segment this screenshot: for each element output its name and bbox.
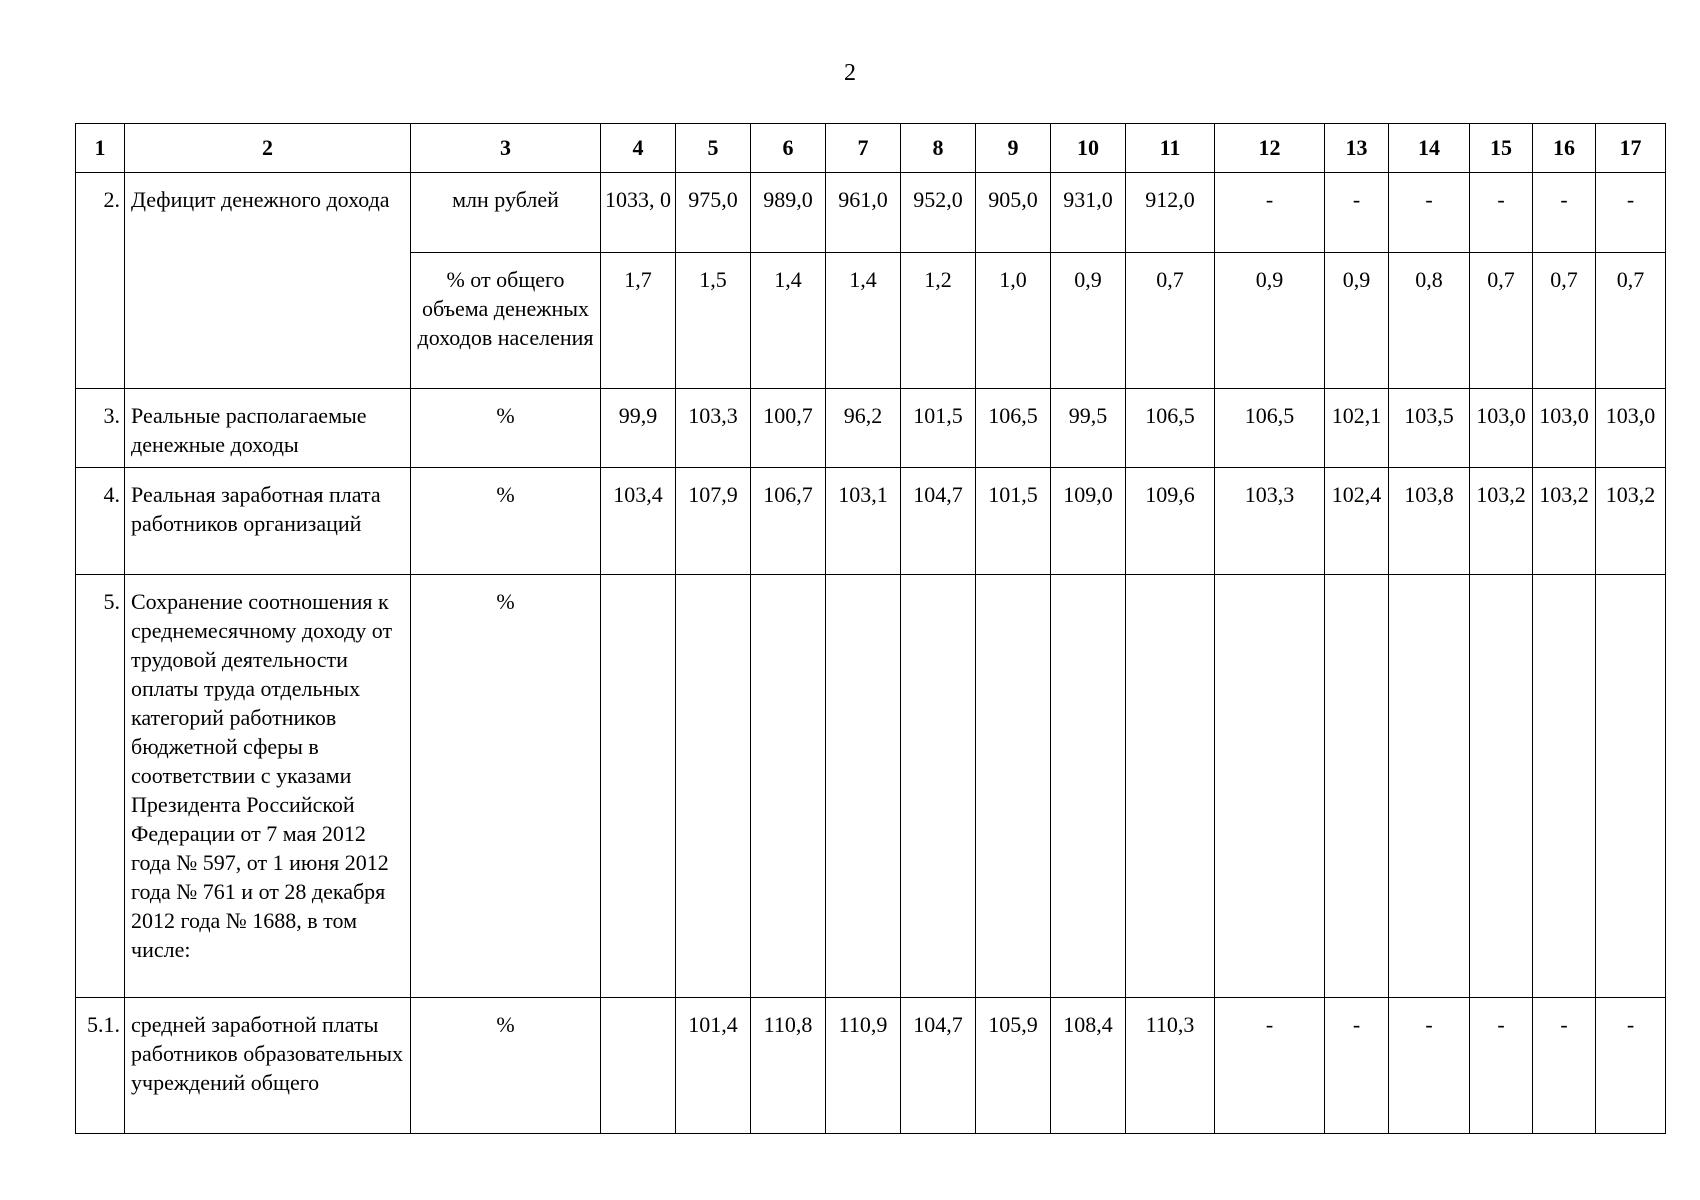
row-number: 2. <box>76 173 125 389</box>
value-cell: 101,5 <box>901 389 976 468</box>
table-row <box>76 575 1666 998</box>
value-cell <box>1470 575 1533 998</box>
indicator-name: Реальные располагаемые денежные доходы <box>125 389 411 468</box>
value-cell: - <box>1596 173 1666 253</box>
header-cell: 5 <box>676 124 751 173</box>
value-cell <box>1051 575 1126 998</box>
table-row <box>76 389 1666 468</box>
value-cell: 0,9 <box>1325 253 1389 389</box>
header-cell: 12 <box>1215 124 1325 173</box>
value-cell: 110,8 <box>751 998 826 1134</box>
table-row <box>76 468 1666 575</box>
value-cell: - <box>1389 173 1470 253</box>
value-cell: 1,0 <box>976 253 1051 389</box>
unit-cell: % от общего объема денежных доходов населения <box>411 253 601 389</box>
value-cell <box>601 575 676 998</box>
indicators-table <box>75 123 1666 1134</box>
unit-cell: % <box>411 998 601 1134</box>
unit-cell: млн рублей <box>411 173 601 253</box>
value-cell <box>601 998 676 1134</box>
row-number: 5.1. <box>76 998 125 1134</box>
value-cell: 1,7 <box>601 253 676 389</box>
value-cell: 103,1 <box>826 468 901 575</box>
value-cell: 0,8 <box>1389 253 1470 389</box>
table-row <box>76 998 1666 1134</box>
header-cell: 10 <box>1051 124 1126 173</box>
value-cell: 102,1 <box>1325 389 1389 468</box>
value-cell: 931,0 <box>1051 173 1126 253</box>
value-cell <box>826 575 901 998</box>
value-cell <box>1215 575 1325 998</box>
value-cell: 1,5 <box>676 253 751 389</box>
header-cell: 2 <box>125 124 411 173</box>
table-row <box>76 173 1666 253</box>
indicator-name: Сохранение соотношения к среднемесячному доходу от трудовой деятельности оплаты труда отдельных категорий работников бюджетной сферы в соответствии с указами Президента Российской Федерации от 7 мая 2012 года № 597, от 1 июня 2012 года № 761 и от 28 декабря 2012 года № 1688, в том числе: <box>125 575 411 998</box>
value-cell: 103,3 <box>1215 468 1325 575</box>
value-cell: 99,5 <box>1051 389 1126 468</box>
value-cell: 103,0 <box>1596 389 1666 468</box>
value-cell: 0,9 <box>1051 253 1126 389</box>
value-cell: - <box>1325 173 1389 253</box>
value-cell <box>1126 575 1215 998</box>
value-cell: 0,7 <box>1470 253 1533 389</box>
value-cell: - <box>1389 998 1470 1134</box>
value-cell: 1033, 0 <box>601 173 676 253</box>
value-cell: 101,5 <box>976 468 1051 575</box>
value-cell: 0,7 <box>1126 253 1215 389</box>
value-cell: 975,0 <box>676 173 751 253</box>
value-cell: 103,2 <box>1596 468 1666 575</box>
indicator-name: Дефицит денежного дохода <box>125 173 411 389</box>
header-cell: 17 <box>1596 124 1666 173</box>
unit-cell: % <box>411 389 601 468</box>
indicator-name: Реальная заработная плата работников организаций <box>125 468 411 575</box>
value-cell <box>1389 575 1470 998</box>
row-number: 3. <box>76 389 125 468</box>
header-cell: 3 <box>411 124 601 173</box>
value-cell: 989,0 <box>751 173 826 253</box>
value-cell: 103,5 <box>1389 389 1470 468</box>
value-cell: 103,0 <box>1533 389 1596 468</box>
value-cell <box>1533 575 1596 998</box>
value-cell: - <box>1215 998 1325 1134</box>
header-cell: 8 <box>901 124 976 173</box>
value-cell: 103,0 <box>1470 389 1533 468</box>
value-cell: 104,7 <box>901 998 976 1134</box>
header-cell: 7 <box>826 124 901 173</box>
value-cell: - <box>1596 998 1666 1134</box>
value-cell: - <box>1533 998 1596 1134</box>
row-number: 4. <box>76 468 125 575</box>
value-cell: - <box>1215 173 1325 253</box>
value-cell: 109,6 <box>1126 468 1215 575</box>
value-cell: 100,7 <box>751 389 826 468</box>
value-cell: 109,0 <box>1051 468 1126 575</box>
value-cell: 96,2 <box>826 389 901 468</box>
header-cell: 1 <box>76 124 125 173</box>
indicator-name: средней заработной платы работников образовательных учреждений общего <box>125 998 411 1134</box>
value-cell: 106,7 <box>751 468 826 575</box>
value-cell <box>1596 575 1666 998</box>
value-cell: 0,7 <box>1596 253 1666 389</box>
value-cell: 103,2 <box>1533 468 1596 575</box>
value-cell: 110,3 <box>1126 998 1215 1134</box>
value-cell: 103,2 <box>1470 468 1533 575</box>
value-cell <box>751 575 826 998</box>
value-cell: 103,8 <box>1389 468 1470 575</box>
value-cell: 99,9 <box>601 389 676 468</box>
header-cell: 13 <box>1325 124 1389 173</box>
value-cell: 103,3 <box>676 389 751 468</box>
header-cell: 6 <box>751 124 826 173</box>
value-cell <box>976 575 1051 998</box>
value-cell: 912,0 <box>1126 173 1215 253</box>
value-cell: - <box>1533 173 1596 253</box>
value-cell <box>1325 575 1389 998</box>
header-cell: 4 <box>601 124 676 173</box>
value-cell: 106,5 <box>1215 389 1325 468</box>
value-cell: - <box>1470 173 1533 253</box>
value-cell <box>676 575 751 998</box>
value-cell: 1,2 <box>901 253 976 389</box>
value-cell: 105,9 <box>976 998 1051 1134</box>
value-cell: - <box>1325 998 1389 1134</box>
header-cell: 14 <box>1389 124 1470 173</box>
value-cell: 110,9 <box>826 998 901 1134</box>
value-cell: 0,7 <box>1533 253 1596 389</box>
value-cell: 107,9 <box>676 468 751 575</box>
value-cell: 952,0 <box>901 173 976 253</box>
header-row <box>76 124 1666 173</box>
value-cell: 961,0 <box>826 173 901 253</box>
value-cell: 1,4 <box>751 253 826 389</box>
value-cell: 1,4 <box>826 253 901 389</box>
value-cell: 106,5 <box>1126 389 1215 468</box>
value-cell: 101,4 <box>676 998 751 1134</box>
header-cell: 11 <box>1126 124 1215 173</box>
value-cell: 0,9 <box>1215 253 1325 389</box>
unit-cell: % <box>411 575 601 998</box>
value-cell: 905,0 <box>976 173 1051 253</box>
header-cell: 16 <box>1533 124 1596 173</box>
value-cell: 102,4 <box>1325 468 1389 575</box>
value-cell: 103,4 <box>601 468 676 575</box>
row-number: 5. <box>76 575 125 998</box>
value-cell: - <box>1470 998 1533 1134</box>
unit-cell: % <box>411 468 601 575</box>
header-cell: 15 <box>1470 124 1533 173</box>
value-cell: 104,7 <box>901 468 976 575</box>
value-cell <box>901 575 976 998</box>
page-number: 2 <box>844 60 856 86</box>
header-cell: 9 <box>976 124 1051 173</box>
value-cell: 108,4 <box>1051 998 1126 1134</box>
value-cell: 106,5 <box>976 389 1051 468</box>
